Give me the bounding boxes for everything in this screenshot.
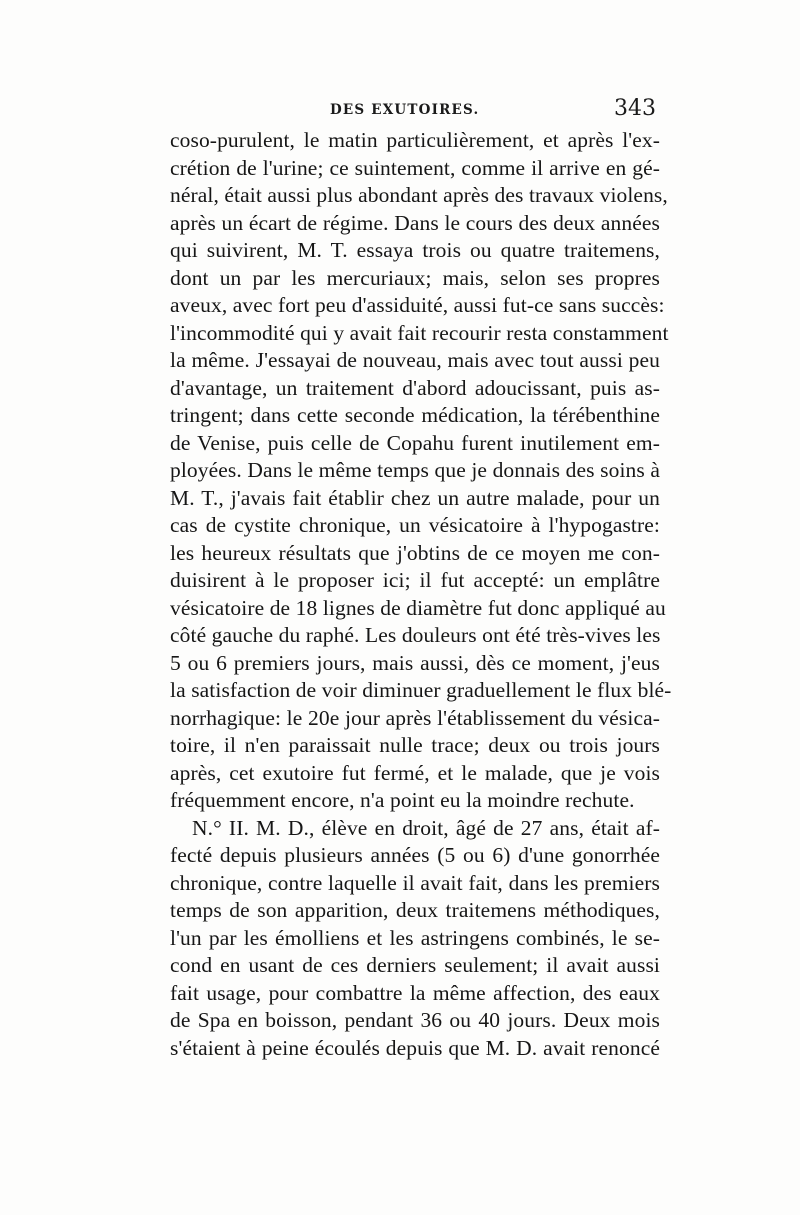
text-line: de Venise, puis celle de Copahu furent inutilement em-: [170, 430, 660, 455]
text-line: duisirent à le proposer ici; il fut accepté: un emplâtre: [170, 568, 660, 592]
text-line: vésicatoire de 18 lignes de diamètre fut donc appliqué au: [170, 595, 666, 620]
text-line: s'étaient à peine écoulés depuis que M. D. avait renoncé: [170, 1035, 660, 1060]
body-text: [170, 127, 672, 1062]
text-line: après un écart de régime. Dans le cours des deux années: [170, 210, 660, 235]
text-line: M. T., j'avais fait établir chez un autre malade, pour un: [170, 485, 660, 510]
page-number: 343: [614, 96, 656, 121]
text-line: dont un par les mercuriaux; mais, selon ses propres: [170, 265, 660, 290]
text-line: côté gauche du raphé. Les douleurs ont été très-vives les: [170, 623, 661, 647]
text-line: la satisfaction de voir diminuer graduellement le flux blé-: [170, 678, 672, 702]
text-line: l'incommodité qui y avait fait recourir resta constamment: [170, 320, 669, 345]
text-line: fait usage, pour combattre la même affection, des eaux: [170, 980, 660, 1005]
text-line: qui suivirent, M. T. essaya trois ou quatre traitemens,: [170, 238, 660, 262]
text-line: cas de cystite chronique, un vésicatoire à l'hypogastre:: [170, 513, 660, 537]
text-line: norrhagique: le 20e jour après l'établissement du vésica-: [170, 705, 660, 730]
text-line: l'un par les émolliens et les astringens combinés, le se-: [170, 925, 660, 950]
running-title: DES EXUTOIRES.: [330, 102, 480, 118]
text-line: toire, il n'en paraissait nulle trace; deux ou trois jours: [170, 733, 660, 757]
text-line: de Spa en boisson, pendant 36 ou 40 jours. Deux mois: [170, 1008, 660, 1032]
text-line: ployées. Dans le même temps que je donnais des soins à: [170, 458, 660, 482]
text-line: néral, était aussi plus abondant après des travaux violens,: [170, 183, 668, 207]
text-line: fréquemment encore, n'a point eu la moindre rechute.: [170, 788, 635, 812]
text-line: la même. J'essayai de nouveau, mais avec tout aussi peu: [170, 348, 660, 372]
text-line: fecté depuis plusieurs années (5 ou 6) d'une gonorrhée: [170, 843, 660, 867]
text-line: les heureux résultats que j'obtins de ce moyen me con-: [170, 540, 660, 565]
text-line: aveux, avec fort peu d'assiduité, aussi fut-ce sans succès:: [170, 293, 665, 317]
text-line: cond en usant de ces derniers seulement; il avait aussi: [170, 953, 660, 977]
text-line: après, cet exutoire fut fermé, et le malade, que je vois: [170, 760, 660, 785]
text-line: crétion de l'urine; ce suintement, comme il arrive en gé-: [170, 155, 660, 180]
text-line: N.° II. M. D., élève en droit, âgé de 27 ans, était af-: [192, 815, 660, 840]
text-line: tringent; dans cette seconde médication, la térébenthine: [170, 403, 660, 427]
text-line: 5 ou 6 premiers jours, mais aussi, dès ce moment, j'eus: [170, 650, 660, 675]
page-header: [170, 98, 660, 126]
text-line: chronique, contre laquelle il avait fait, dans les premiers: [170, 870, 660, 895]
text-line: d'avantage, un traitement d'abord adoucissant, puis as-: [170, 375, 660, 400]
text-line: coso-purulent, le matin particulièrement, et après l'ex-: [170, 128, 660, 152]
text-line: temps de son apparition, deux traitemens méthodiques,: [170, 898, 660, 922]
